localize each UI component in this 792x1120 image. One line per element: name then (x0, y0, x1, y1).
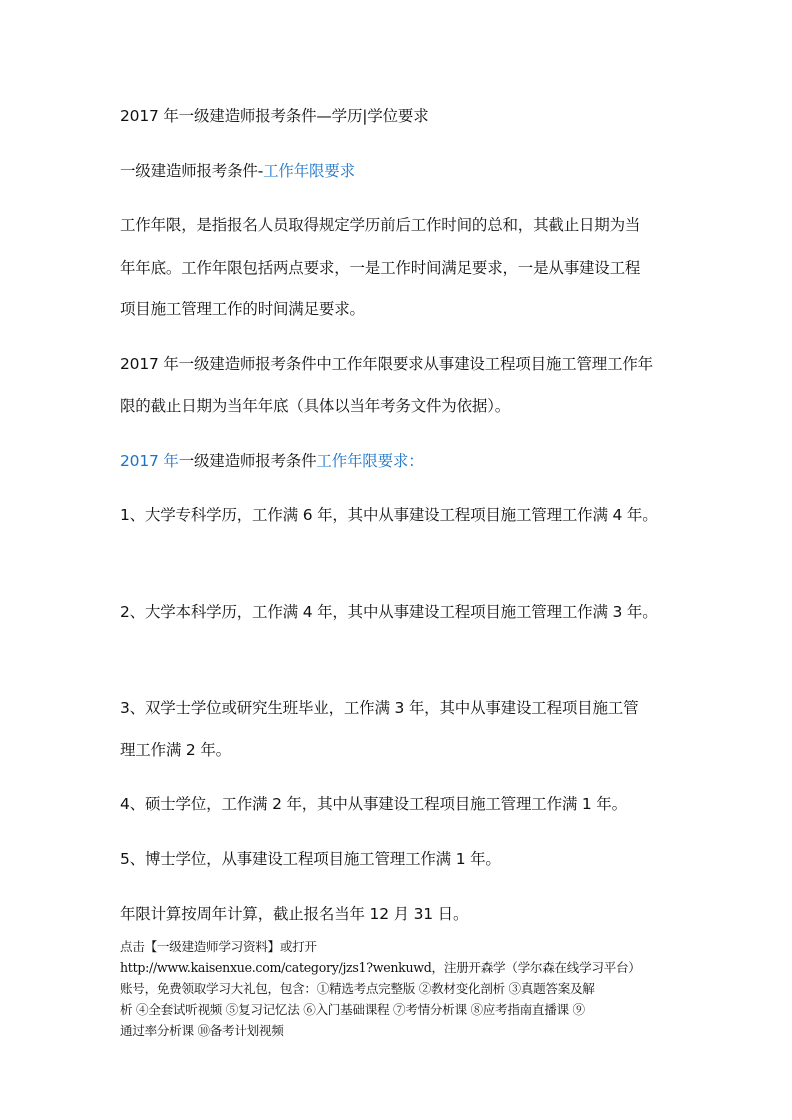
paragraph-line: 年年底。工作年限包括两点要求，一是工作时间满足要求，一是从事建设工程 (120, 259, 641, 277)
paragraph-line: 工作年限，是指报名人员取得规定学历前后工作时间的总和，其截止日期为当 (120, 216, 641, 234)
section-heading (120, 161, 680, 181)
list-item: 4、硕士学位，工作满 2 年，其中从事建设工程项目施工管理工作满 1 年。 (120, 795, 627, 813)
promo-line[interactable]: 点击【一级建造师学习资料】或打开 (120, 939, 317, 954)
section-heading-text: 一级建造师报考条件- (120, 162, 264, 180)
list-item: 5、博士学位，从事建设工程项目施工管理工作满 1 年。 (120, 850, 501, 868)
year-link[interactable]: 2017 年 (120, 452, 179, 470)
paragraph-line: 项目施工管理工作的时间满足要求。 (120, 300, 365, 318)
paragraph-line: 限的截止日期为当年年底（具体以当年考务文件为依据）。 (120, 397, 511, 415)
promo-line: 账号，免费领取学习大礼包，包含：①精选考点完整版 ②教材变化剖析 ③真题答案及解 (120, 981, 595, 996)
list-item: 理工作满 2 年。 (120, 741, 231, 759)
promo-line: 通过率分析课 ⑩备考计划视频 (120, 1023, 284, 1038)
subheading (120, 451, 680, 471)
list-item: 2、大学本科学历，工作满 4 年，其中从事建设工程项目施工管理工作满 3 年。 (120, 603, 658, 621)
promo-url-line[interactable]: http://www.kaisenxue.com/category/jzs1?wenkuwd，注册开森学（学尔森在线学习平台） (120, 960, 641, 975)
closing-line: 年限计算按周年计算，截止报名当年 12 月 31 日。 (120, 905, 469, 923)
requirements-link[interactable]: 工作年限要求： (316, 452, 424, 470)
work-years-link[interactable]: 工作年限要求 (263, 162, 355, 180)
list-item: 1、大学专科学历，工作满 6 年，其中从事建设工程项目施工管理工作满 4 年。 (120, 506, 658, 524)
paragraph-line: 2017 年一级建造师报考条件中工作年限要求从事建设工程项目施工管理工作年 (120, 355, 653, 373)
subheading-text: 一级建造师报考条件 (178, 452, 317, 470)
promo-line: 析 ④全套试听视频 ⑤复习记忆法 ⑥入门基础课程 ⑦考情分析课 ⑧应考指南直播课 ⑨ (120, 1002, 585, 1017)
list-item: 3、双学士学位或研究生班毕业，工作满 3 年，其中从事建设工程项目施工管 (120, 699, 639, 717)
document-title: 2017 年一级建造师报考条件—学历|学位要求 (120, 107, 429, 125)
